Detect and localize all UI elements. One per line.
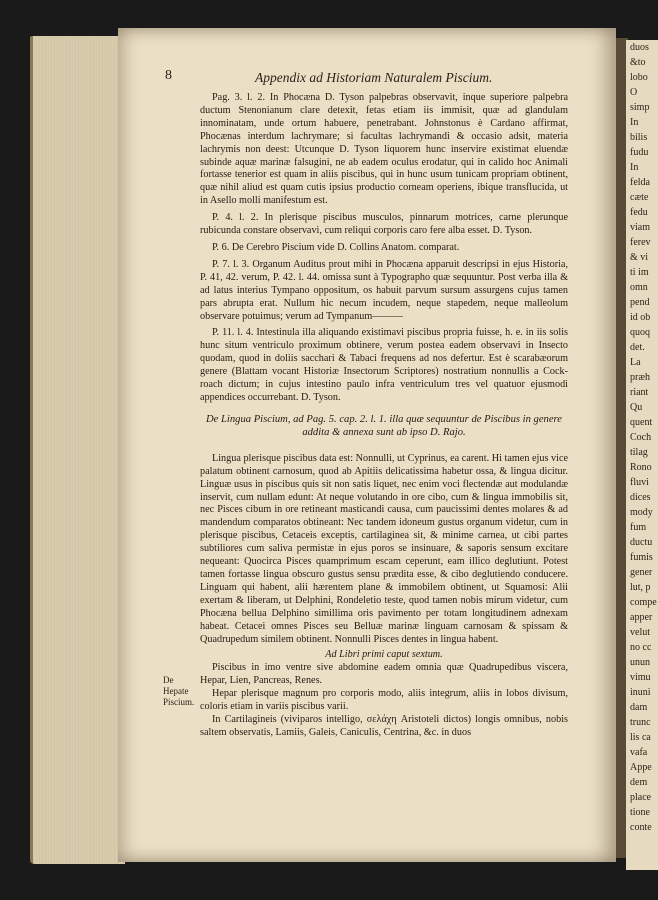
page-number: 8: [165, 68, 172, 83]
paragraph: P. 6. De Cerebro Piscium vide D. Collins Anatom. comparat.: [212, 241, 460, 253]
facing-page-fragment: viam: [630, 222, 650, 233]
facing-page-fragment: lut, p: [630, 582, 651, 593]
facing-page-fragment: Appe: [630, 762, 652, 773]
page-edges: [30, 36, 125, 864]
facing-page-fragment: ti im: [630, 267, 649, 278]
facing-page-fragment: trunc: [630, 717, 651, 728]
facing-page-fragment: simp: [630, 102, 650, 113]
facing-page-fragment: unun: [630, 657, 650, 668]
facing-page-fragment: lis ca: [630, 732, 651, 743]
paragraph: Pag. 3. l. 2. In Phocæna D. Tyson palpebras observavit, inque superiore palpebra ductum Stenonianum clare detexit, fetas etiam iis immisit, quæ ad glandulam innominatam, unde ortum habuere, penetrabant. Johnstonus è Cardano affirmat, Phocænas interdum lachrymare; si facultas lachrymandi & occasio adsit, materia lachrymis non deest: Utcunque D. Tyson liquorem hunc inservire existimat eluendæ subinde aquæ marinæ falsugini, ne ab eadem oculus erodatur, qui in calido hoc Animali fortasse tenerior est quam in aliis piscibus, qui in hunc usum tunicam propriam obtinent, quæ nihil aliud est quam cutis ipsius productio corneam operiens, ibique transflucida, ut in Asello molli manifestum est.: [200, 92, 568, 207]
facing-page-fragment: vafa: [630, 747, 648, 758]
facing-page-fragment: ferev: [630, 237, 651, 248]
facing-page-fragment: no cc: [630, 642, 652, 653]
paragraph: P. 7. l. 3. Organum Auditus prout mihi in Phocæna apparuit descripsi in ejus Historia, P. 41, 42. verum, P. 42. l. 44. omissa sunt à Typographo quæ sequuntur. Post verba illa & ad latus interius Tympano oppositum, os habuit parvum sursum assurgens cujus tamen pars abrupta erat. Nullum hic necum incudem, neque stapedem, neque malleolum observare potuimus; verum ad Tympanum———: [200, 258, 568, 322]
facing-page-fragment: omn: [630, 282, 648, 293]
paragraph: P. 11. l. 4. Intestinula illa aliquando existimavi piscibus propria fuisse, h. e. in iis solis hunc situm ventriculo proximum obtinere, verum postea eadem observavi in Insecto quodam, quod in doliis sacchari & Tabaci frequens ad nos defertur. Est è scarabæorum genere (Blattam vocant Historiæ Insectorum Scriptores) nostratium nonnullis a Cock-roach dictum; in cujus intestino paulo infra ventriculum tres vel quatuor ejusmodi appendices occurrebant. D. Tyson.: [200, 327, 568, 403]
body-text: [200, 92, 568, 740]
facing-page-fragment: bilis: [630, 132, 648, 143]
section-heading: De Lingua Piscium, ad Pag. 5. cap. 2. l. 1. illa quæ sequuntur de Piscibus in genere addita & annexa sunt ab ipso D. Rajo.: [206, 413, 562, 438]
facing-page: [626, 40, 658, 870]
facing-page-fragment: place: [630, 792, 652, 803]
facing-page-fragment: duos: [630, 42, 649, 53]
facing-page-fragment: conte: [630, 822, 652, 833]
facing-page-fragment: velut: [630, 627, 650, 638]
margin-note: De Hepate Piscium.: [163, 675, 195, 707]
facing-page-fragment: id ob: [630, 312, 651, 323]
facing-page-fragment: O: [630, 87, 638, 98]
paragraph: Lingua plerisque piscibus data est: Nonnulli, ut Cyprinus, ea carent. Hi tamen ejus vice palatum obtinent carnosum, quod ab Apitiis delicatissima habetur ossa, & lingua dicitur. Linguæ usus in piscibus quis sit non satis liquet, nec enim voci flectendæ aut modulandæ inservit, cum nullam edunt: At neque volutando in ore cibo, cum & lingua immobilis sit, nec Pisces cibum in ore retineant masticandi causa, cum paucissimi dentes molares & ad mandendum comparatos obtineant: Nec tandem idoneum gustus organum videtur, cum in plerisque piscibus, Cetaceis exceptis, cartilaginea sit, & minime carnea, ut cibi partes subtiliores cum saliva permistæ in ejus poros se insinuare, & saporis sensum excitare nequeant: Quocirca Pisces quamprimum escam ceperunt, eam illico deglutiunt. Potest tamen fortasse lingua obscuro gustus sensu prædita esse, & cibo deglutiendo conducere. Linguam qui habent, alii hærentem plane & immobilem obtinent, ut Squamosi: Alii exertam & liberam, ut Delphini, Rondeletio teste, quod tamen nobis mirum videtur, cum Phocæna bellua Delphino simillima oris pavimento per totam longitudinem adnexam habeat. Cetacei omnes Pisces seu Belluæ marinæ linguam carnosam & spissam & Quadrupedum similem obtinent. Nonnulli Pisces dentes in lingua habent.: [200, 452, 568, 645]
facing-page-fragment: riant: [630, 387, 649, 398]
facing-page-fragment: pend: [630, 297, 650, 308]
facing-page-fragment: tione: [630, 807, 650, 818]
facing-page-fragment: &to: [630, 57, 646, 68]
facing-page-fragment: Rono: [630, 462, 652, 473]
paragraph: P. 4. l. 2. In plerisque piscibus musculos, pinnarum motrices, carne plerunque rubicunda constare observavi, cum reliqui corporis caro fere alba esset. D. Tyson.: [200, 212, 568, 237]
paragraph: In Cartilagineis (viviparos intelligo, σελάχη Aristoteli dictos) longis omnibus, nobis saltem observatis, Lamiis, Galeis, Caniculis, Centrina, &c. in duos: [200, 713, 568, 738]
facing-page-fragment: det.: [630, 342, 645, 353]
facing-page-fragment: gener: [630, 567, 653, 578]
facing-page-fragment: dam: [630, 702, 648, 713]
paragraph: Piscibus in imo ventre sive abdomine eadem omnia quæ Quadrupedibus viscera, Hepar, Lien, Pancreas, Renes.: [200, 662, 568, 687]
facing-page-fragment: compe: [630, 597, 657, 608]
facing-page-fragment: præh: [630, 372, 650, 383]
facing-page-fragment: apper: [630, 612, 653, 623]
facing-page-fragment: vimu: [630, 672, 651, 683]
facing-page-fragment: dem: [630, 777, 648, 788]
facing-page-fragment: & vi: [630, 252, 649, 263]
facing-page-fragment: inuni: [630, 687, 651, 698]
paragraph: Hepar plerisque magnum pro corporis modo, aliis integrum, aliis in lobos divisum, coloris etiam in variis piscibus varii.: [200, 688, 568, 713]
facing-page-fragment: fluvi: [630, 477, 649, 488]
facing-page-fragment: La: [630, 357, 641, 368]
facing-page-fragment: Coch: [630, 432, 652, 443]
facing-page-fragment: cæte: [630, 192, 649, 203]
facing-page-fragment: fum: [630, 522, 647, 533]
facing-page-fragment: Qu: [630, 402, 643, 413]
running-head: Appendix ad Historiam Naturalem Piscium.: [255, 70, 493, 85]
facing-page-fragment: In: [630, 162, 639, 173]
facing-page-fragment: In: [630, 117, 639, 128]
subheading: Ad Libri primi caput sextum.: [325, 649, 443, 661]
facing-page-fragment: tilag: [630, 447, 648, 458]
facing-page-fragment: fumis: [630, 552, 653, 563]
facing-page-fragment: ductu: [630, 537, 653, 548]
facing-page-fragment: fedu: [630, 207, 648, 218]
facing-page-fragment: mody: [630, 507, 653, 518]
facing-page-fragment: lobo: [630, 72, 648, 83]
facing-page-fragment: quent: [630, 417, 653, 428]
facing-page-fragment: dices: [630, 492, 651, 503]
facing-page-fragment: fudu: [630, 147, 649, 158]
facing-page-fragment: felda: [630, 177, 650, 188]
facing-page-fragment: quoq: [630, 327, 650, 338]
